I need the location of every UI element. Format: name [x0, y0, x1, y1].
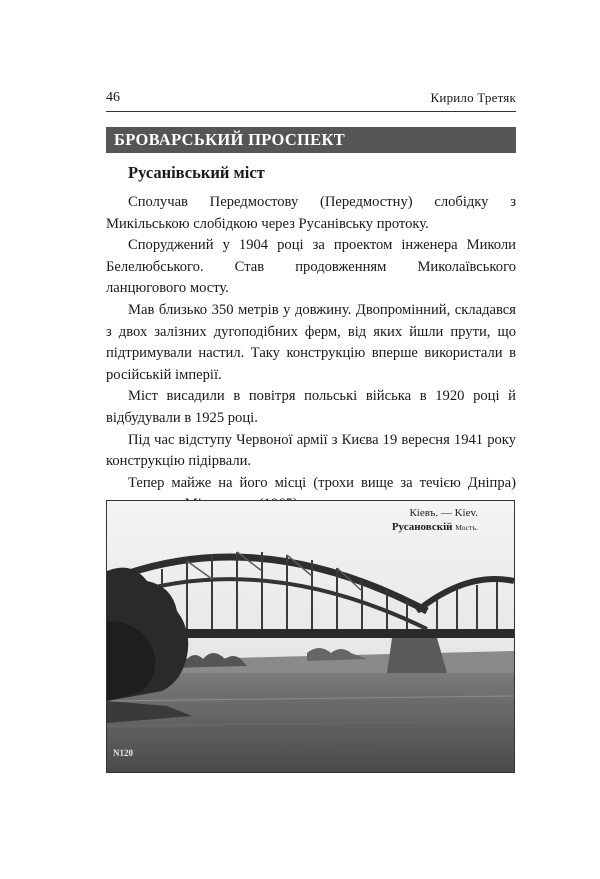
article-title: Русанівський міст [128, 163, 265, 182]
page-number: 46 [106, 90, 120, 105]
paragraph: Мав близько 350 метрів у довжину. Двопромінний, складався з двох залізних дугоподібних ферм, від яких йшли прути, що підтримували настил. Таку конструкцію вперше використали в російській імперії. [106, 301, 516, 383]
paragraph: Тепер майже на його місці (трохи вище за течією Дніпра) [128, 474, 516, 491]
bridge-illustration [107, 501, 514, 772]
caption-small-text: Мостъ. [455, 523, 478, 532]
running-title: Кирило Третяк [430, 90, 516, 105]
paragraph: Споруджений у 1904 році за проектом інженера Миколи Белелюбського. Став продовженням Миколаївського ланцюгового мосту. [106, 237, 516, 297]
paragraph: Міст висадили в повітря польські війська в 1920 році й відбудували в 1925 році. [106, 388, 516, 426]
photo-caption-line1: Кіевъ. — Kiev. [409, 507, 478, 519]
section-title-bar: БРОВАРСЬКИЙ ПРОСПЕКТ [106, 127, 516, 153]
header-rule [106, 111, 516, 112]
photo-caption-line2 [392, 521, 478, 533]
bridge-photo [106, 500, 515, 773]
card-number: N120 [113, 748, 133, 758]
paragraph: Сполучав Передмостову (Передмостну) слобідку з Микільською слобідкою через Русанівську протоку. [106, 194, 516, 232]
caption-text: Русановскій [391, 521, 453, 533]
article-body [106, 192, 516, 516]
running-header [106, 90, 516, 112]
paragraph: Під час відступу Червоної армії з Києва 19 вересня 1941 року конструкцію підірвали. [106, 431, 516, 470]
